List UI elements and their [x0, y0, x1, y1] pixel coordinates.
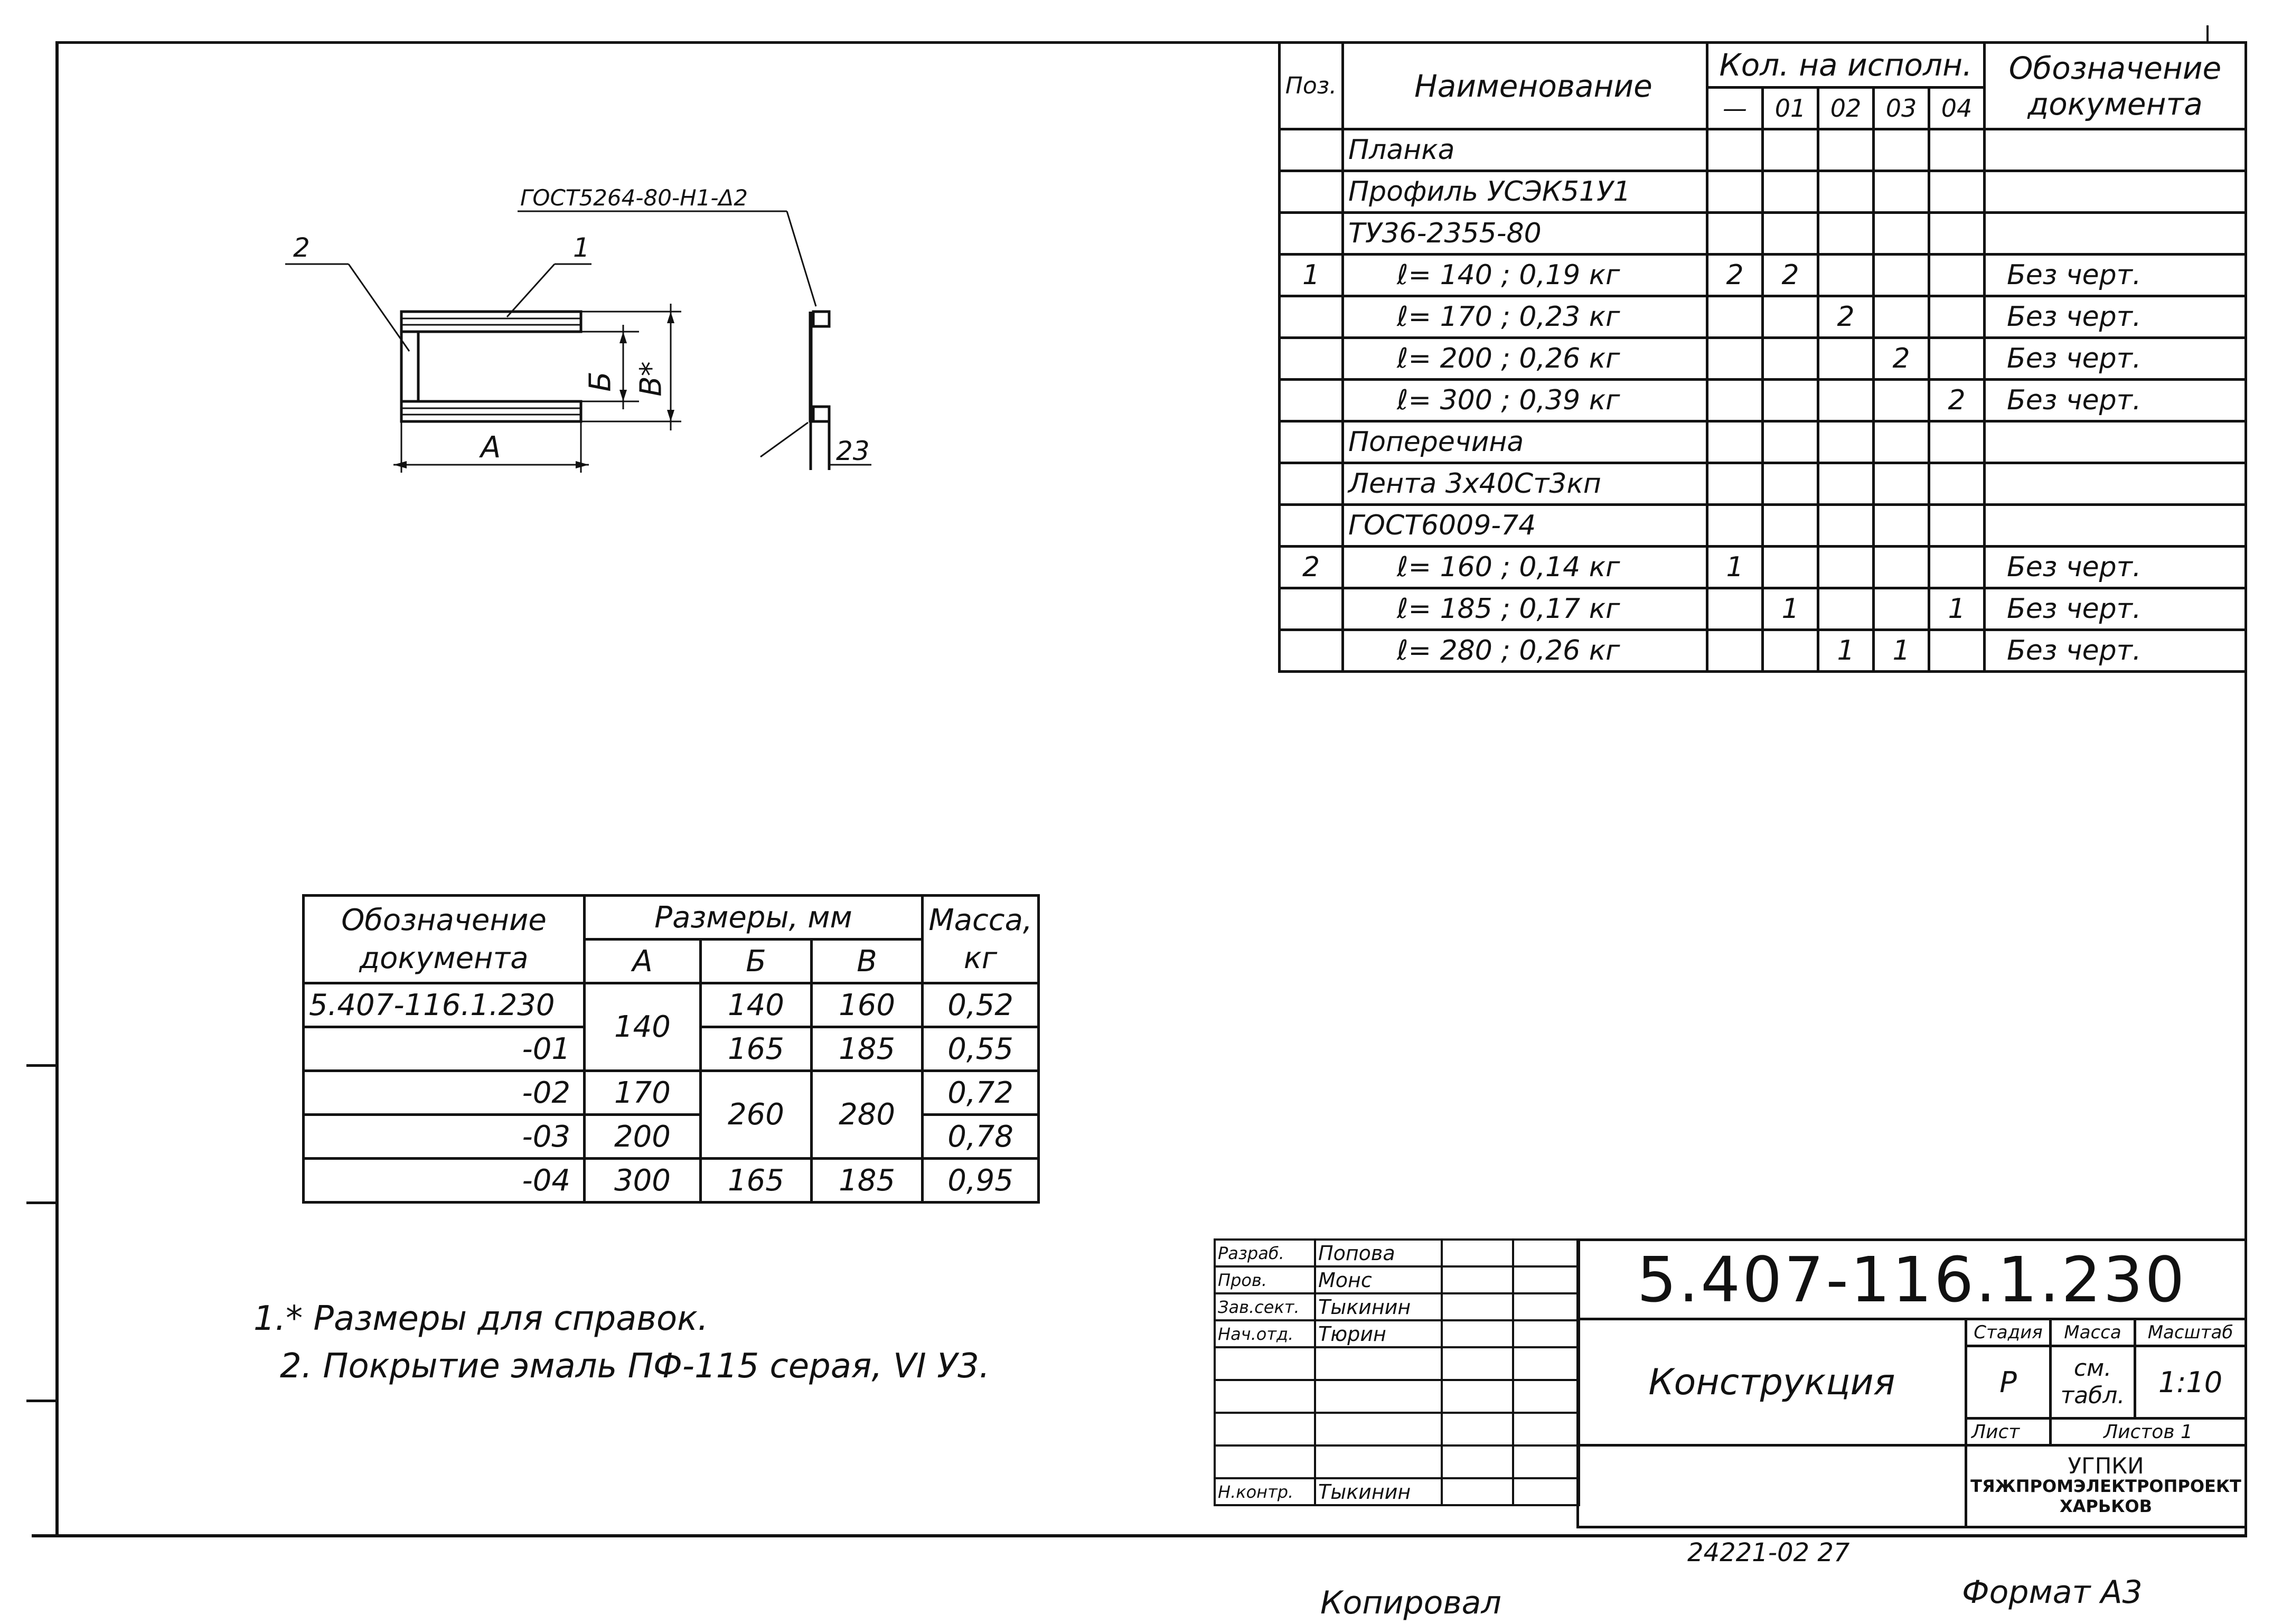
spec-name: ℓ= 280 ; 0,26 кг: [1343, 630, 1707, 672]
sizes-doc: -03: [304, 1115, 585, 1159]
sizes-row: [304, 1071, 1039, 1115]
spec-doc: Без черт.: [1985, 380, 2246, 421]
spec-qty: 2: [1929, 380, 1985, 421]
sizes-header-doc: Обозначение документа: [304, 896, 585, 983]
signature-row: [1215, 1266, 1579, 1293]
header-variant: —: [1707, 88, 1763, 129]
copied-by-label: Копировал: [1320, 1584, 1501, 1621]
spec-name: ℓ= 300 ; 0,39 кг: [1343, 380, 1707, 421]
sizes-mass: 0,52: [923, 983, 1039, 1027]
signature-role: Нач.отд.: [1215, 1320, 1315, 1347]
signature-date: [1513, 1320, 1579, 1347]
spec-name: ℓ= 160 ; 0,14 кг: [1343, 547, 1707, 588]
signature-role: Пров.: [1215, 1266, 1315, 1293]
signature-role: [1215, 1413, 1315, 1445]
sizes-mass: 0,72: [923, 1071, 1039, 1115]
spec-name: ℓ= 170 ; 0,23 кг: [1343, 296, 1707, 338]
sizes-header-a: А: [585, 940, 701, 983]
sizes-doc: -02: [304, 1071, 585, 1115]
format-label: Формат А3: [1962, 1574, 2143, 1611]
signature-name: [1315, 1347, 1442, 1380]
title-block-main: [1576, 1238, 2247, 1528]
signature-name: Тюрин: [1315, 1320, 1442, 1347]
spec-name: ГОСТ6009-74: [1343, 505, 1707, 547]
spec-name: Профиль УСЭК51У1: [1343, 171, 1707, 213]
signature-role: Н.контр.: [1215, 1478, 1315, 1505]
spec-name: Поперечина: [1343, 421, 1707, 463]
signature-name: [1315, 1445, 1442, 1478]
sizes-header-v: В: [812, 940, 923, 983]
dimension-b: Б: [583, 371, 618, 392]
note-1: 1.* Размеры для справок.: [253, 1299, 709, 1338]
signature-date: [1513, 1413, 1579, 1445]
org-line-2: ТЯЖПРОМЭЛЕКТРОПРОЕКТ: [1970, 1476, 2241, 1496]
spec-name: Планка: [1343, 129, 1707, 171]
signature-row: [1215, 1380, 1579, 1413]
dimension-v: В*: [634, 361, 669, 397]
sizes-doc: 5.407-116.1.230: [304, 983, 585, 1027]
stage-label: Стадия: [1966, 1319, 2051, 1346]
sizes-b: 165: [701, 1159, 812, 1203]
spec-doc: Без черт.: [1985, 338, 2246, 380]
spec-qty: 2: [1763, 255, 1818, 296]
organization: [1966, 1445, 2246, 1527]
leader-label-2: 2: [293, 232, 310, 263]
dimension-a: А: [481, 430, 501, 465]
signature-mark: [1442, 1478, 1513, 1505]
sizes-row: [304, 1159, 1039, 1203]
spec-doc: Без черт.: [1985, 588, 2246, 630]
spec-doc: Без черт.: [1985, 296, 2246, 338]
header-variant: 03: [1874, 88, 1929, 129]
signature-row: [1215, 1293, 1579, 1320]
signature-name: Монс: [1315, 1266, 1442, 1293]
signature-row: [1215, 1478, 1579, 1505]
sizes-row: [304, 983, 1039, 1027]
signature-name: Тыкинин: [1315, 1478, 1442, 1505]
signature-mark: [1442, 1266, 1513, 1293]
signature-role: [1215, 1380, 1315, 1413]
sizes-b: 165: [701, 1027, 812, 1071]
signature-date: [1513, 1380, 1579, 1413]
document-title: Конструкция: [1578, 1319, 1966, 1445]
sizes-mass: 0,95: [923, 1159, 1039, 1203]
sizes-a: 140: [585, 983, 701, 1071]
signature-mark: [1442, 1380, 1513, 1413]
spec-name: ℓ= 140 ; 0,19 кг: [1343, 255, 1707, 296]
mass-value: см. табл.: [2051, 1346, 2135, 1419]
signature-name: [1315, 1380, 1442, 1413]
note-2: 2. Покрытие эмаль ПФ-115 серая, VI У3.: [280, 1347, 990, 1386]
spec-doc: Без черт.: [1985, 630, 2246, 672]
sizes-v: 185: [812, 1159, 923, 1203]
org-line-3: ХАРЬКОВ: [2059, 1496, 2153, 1516]
signature-role: Зав.сект.: [1215, 1293, 1315, 1320]
header-variant: 04: [1929, 88, 1985, 129]
sizes-doc: -04: [304, 1159, 585, 1203]
spec-qty: 1: [1874, 630, 1929, 672]
signature-date: [1513, 1240, 1579, 1266]
spec-name: ℓ= 185 ; 0,17 кг: [1343, 588, 1707, 630]
planka-upper: [401, 312, 581, 332]
header-name: Наименование: [1343, 43, 1707, 129]
signature-date: [1513, 1347, 1579, 1380]
signature-name: Тыкинин: [1315, 1293, 1442, 1320]
signature-row: [1215, 1413, 1579, 1445]
sizes-a: 200: [585, 1115, 701, 1159]
signature-role: Разраб.: [1215, 1240, 1315, 1266]
sizes-mass: 0,78: [923, 1115, 1039, 1159]
scale-label: Масштаб: [2135, 1319, 2246, 1346]
mass-label: Масса: [2051, 1319, 2135, 1346]
signature-mark: [1442, 1347, 1513, 1380]
sizes-v: 280: [812, 1071, 923, 1159]
sizes-a: 170: [585, 1071, 701, 1115]
header-variant: 02: [1818, 88, 1874, 129]
stage-value: Р: [1966, 1346, 2051, 1419]
document-number: 5.407-116.1.230: [1578, 1240, 2246, 1319]
spec-qty: 1: [1763, 588, 1818, 630]
spec-pos: 2: [1280, 547, 1343, 588]
spec-qty: 1: [1707, 547, 1763, 588]
signature-name: [1315, 1413, 1442, 1445]
org-line-1: УГПКИ: [2068, 1453, 2144, 1479]
signature-date: [1513, 1445, 1579, 1478]
header-pos: Поз.: [1280, 43, 1343, 129]
spec-qty: 2: [1818, 296, 1874, 338]
signature-row: [1215, 1240, 1579, 1266]
planka-lower: [401, 401, 581, 421]
header-qty: Кол. на исполн.: [1707, 43, 1985, 88]
title-block-signatures: [1214, 1238, 1580, 1506]
sizes-header-dims: Размеры, мм: [585, 896, 923, 940]
signature-date: [1513, 1266, 1579, 1293]
spec-doc: Без черт.: [1985, 255, 2246, 296]
signature-role: [1215, 1347, 1315, 1380]
sizes-header-b: Б: [701, 940, 812, 983]
spec-qty: 1: [1929, 588, 1985, 630]
spec-qty: 2: [1707, 255, 1763, 296]
sizes-v: 160: [812, 983, 923, 1027]
spec-qty: 1: [1818, 630, 1874, 672]
signature-mark: [1442, 1320, 1513, 1347]
spec-name: ℓ= 200 ; 0,26 кг: [1343, 338, 1707, 380]
sizes-table: [302, 894, 1040, 1204]
signature-date: [1513, 1293, 1579, 1320]
inventory-number: 24221-02 27: [1687, 1538, 1850, 1567]
spec-name: Лента 3х40Ст3кп: [1343, 463, 1707, 505]
sizes-a: 300: [585, 1159, 701, 1203]
spec-qty: 2: [1874, 338, 1929, 380]
sizes-row: [304, 1115, 1039, 1159]
dimension-23: 23: [836, 436, 870, 466]
scale-value: 1:10: [2135, 1346, 2246, 1419]
spec-pos: 1: [1280, 255, 1343, 296]
weld-callout: ГОСТ5264-80-Н1-Δ2: [520, 185, 748, 211]
signature-mark: [1442, 1445, 1513, 1478]
sizes-v: 185: [812, 1027, 923, 1071]
signature-row: [1215, 1445, 1579, 1478]
signature-role: [1215, 1445, 1315, 1478]
title-block-blank: [1578, 1445, 1966, 1527]
sizes-b: 140: [701, 983, 812, 1027]
sheets-label: Листов 1: [2051, 1419, 2246, 1445]
signature-date: [1513, 1478, 1579, 1505]
spec-doc: Без черт.: [1985, 547, 2246, 588]
header-doc: Обозначение документа: [1985, 43, 2246, 129]
signature-name: Попова: [1315, 1240, 1442, 1266]
sizes-b: 260: [701, 1071, 812, 1159]
leader-label-1: 1: [573, 232, 590, 263]
signature-mark: [1442, 1413, 1513, 1445]
sizes-mass: 0,55: [923, 1027, 1039, 1071]
signature-mark: [1442, 1240, 1513, 1266]
signature-row: [1215, 1347, 1579, 1380]
sizes-header-mass: Масса, кг: [923, 896, 1039, 983]
sheet-label: Лист: [1966, 1419, 2051, 1445]
spec-name: ТУ36-2355-80: [1343, 213, 1707, 255]
signature-mark: [1442, 1293, 1513, 1320]
sizes-doc: -01: [304, 1027, 585, 1071]
signature-row: [1215, 1320, 1579, 1347]
header-variant: 01: [1763, 88, 1818, 129]
